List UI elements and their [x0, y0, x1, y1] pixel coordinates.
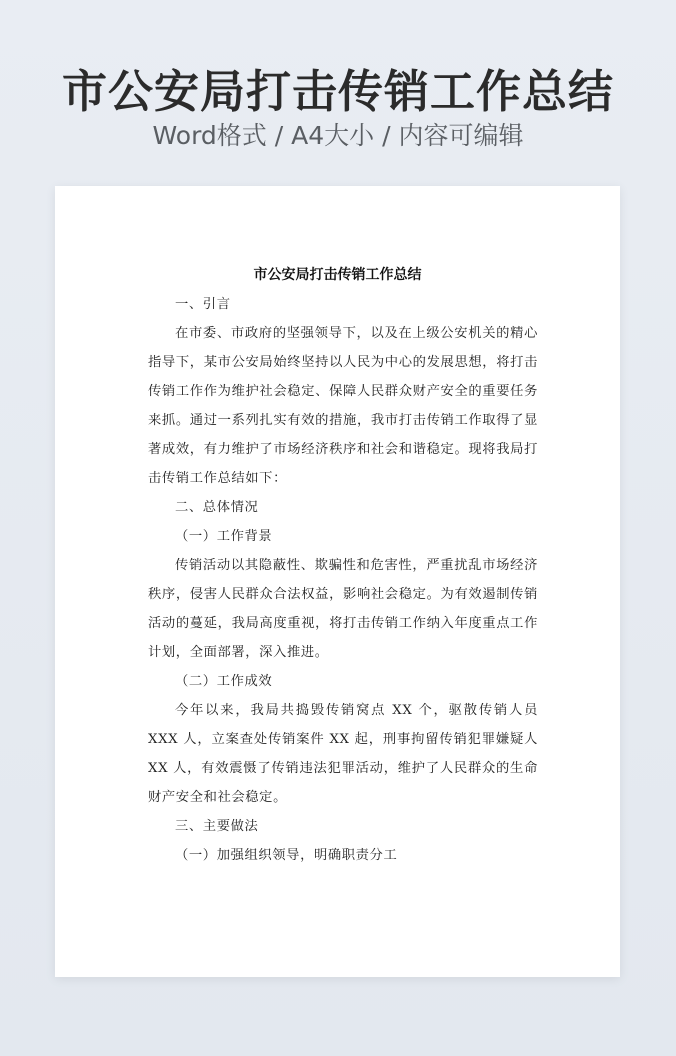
- document-title: 市公安局打击传销工作总结: [253, 267, 422, 283]
- banner-title: 市公安局打击传销工作总结: [61, 65, 614, 118]
- document-body: [148, 290, 538, 870]
- section-heading-overview: 二、总体情况: [175, 500, 259, 515]
- section-heading-practices: 三、主要做法: [175, 819, 259, 834]
- document-page: [55, 186, 620, 977]
- paragraph-intro: 在市委、市政府的坚强领导下，以及在上级公安机关的精心指导下，某市公安局始终坚持以人民为中心的发展思想，将打击传销工作作为维护社会稳定、保障人民群众财产安全的重要任务来抓。通过一系列扎实有效的措施，我市打击传销工作取得了显著成效，有力维护了市场经济秩序和社会和谐稳定。现将我局打击传销工作总结如下：: [148, 326, 538, 486]
- paragraph-results: 今年以来，我局共捣毁传销窝点 XX 个，驱散传销人员 XXX 人，立案查处传销案件 XX 起，刑事拘留传销犯罪嫌疑人 XX 人，有效震慑了传销违法犯罪活动，维护了人民群众的生命财产安全和社会稳定。: [148, 703, 538, 805]
- subsection-heading-background: （一）工作背景: [175, 529, 273, 544]
- banner-subtitle: Word格式 / A4大小 / 内容可编辑: [152, 121, 524, 150]
- paragraph-background: 传销活动以其隐蔽性、欺骗性和危害性，严重扰乱市场经济秩序，侵害人民群众合法权益，影响社会稳定。为有效遏制传销活动的蔓延，我局高度重视，将打击传销工作纳入年度重点工作计划，全面部署，深入推进。: [148, 558, 538, 660]
- subsection-heading-leadership: （一）加强组织领导，明确职责分工: [175, 848, 398, 863]
- section-heading-intro: 一、引言: [175, 297, 231, 312]
- subsection-heading-results: （二）工作成效: [175, 674, 273, 689]
